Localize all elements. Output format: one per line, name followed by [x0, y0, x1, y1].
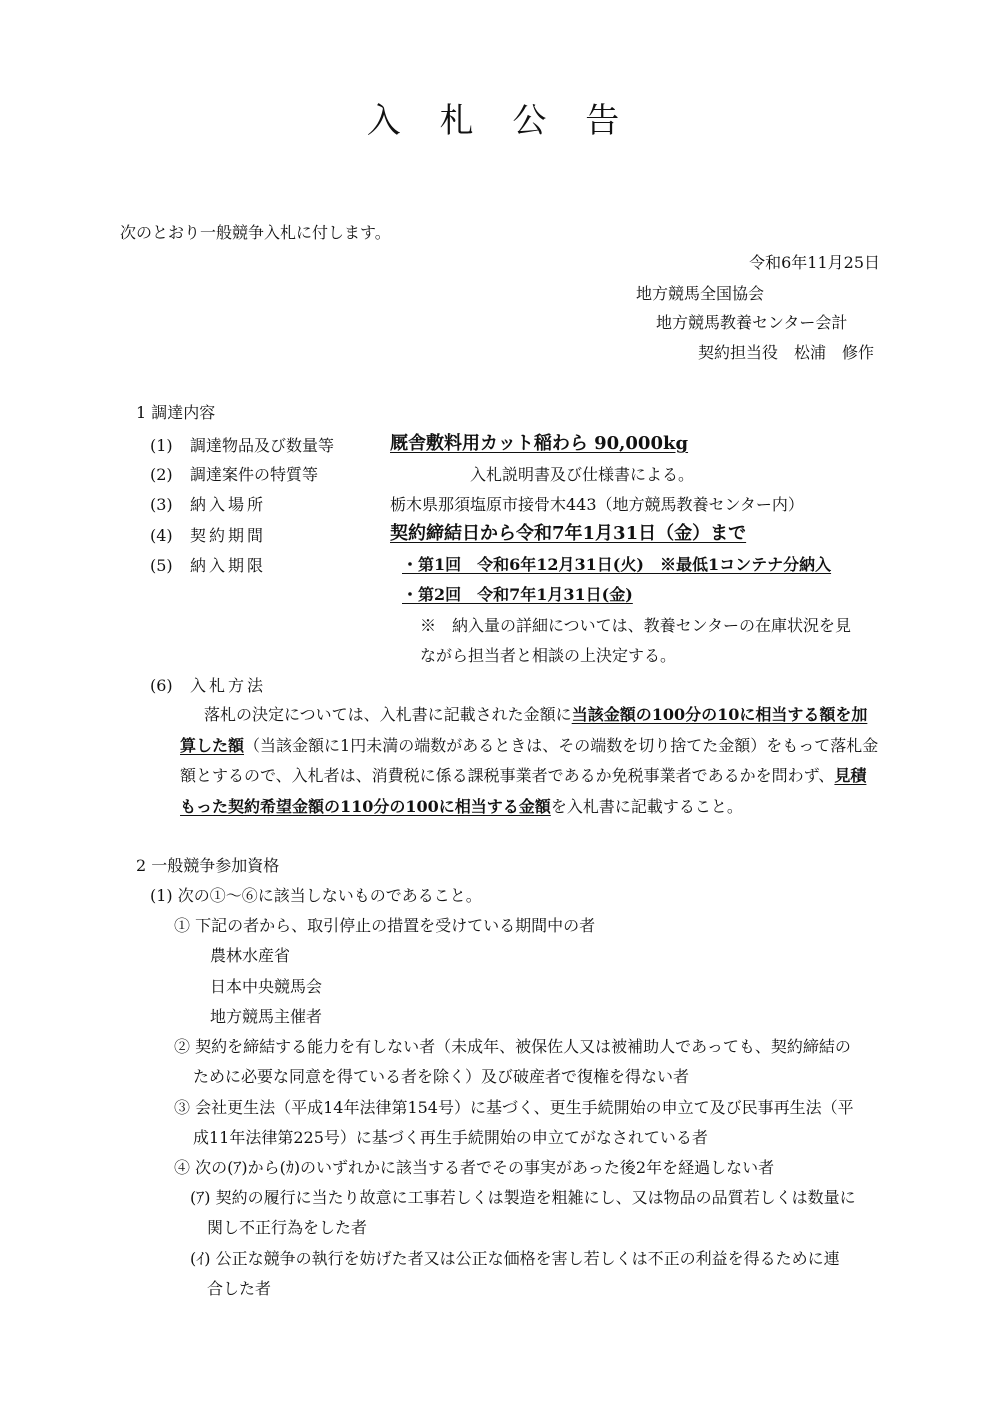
- item-label: 納入場所: [190, 495, 267, 514]
- qualification-sub1: (1) 次の①～⑥に該当しないものであること。: [150, 886, 482, 905]
- bidding-text: を入札書に記載すること。: [550, 796, 743, 816]
- item-number: (4): [150, 526, 173, 545]
- bidding-text-emphasis: 当該金額の100分の10に相当する額を加算した額: [180, 705, 868, 755]
- section1-heading: 1 調達内容: [136, 403, 216, 422]
- issuer-officer: 契約担当役 松浦 修作: [698, 343, 875, 362]
- item-number: (2): [150, 465, 173, 484]
- delivery-note: ながら担当者と相談の上決定する。: [420, 646, 677, 665]
- delivery-second: ・第2回 令和7年1月31日(金): [402, 585, 633, 604]
- bidding-text-emphasis: 見積もった契約希望金額の110分の100に相当する金額: [180, 766, 867, 816]
- item-value-contract-period: 契約締結日から令和7年1月31日（金）まで: [390, 523, 747, 544]
- item-value-delivery-place: 栃木県那須塩原市接骨木443（地方競馬教養センター内）: [390, 495, 804, 514]
- qualification-item-cont: 成11年法律第225号）に基づく再生手続開始の申立てがなされている者: [193, 1128, 708, 1147]
- qualification-item: ④ 次の(ｱ)から(ｶ)のいずれかに該当する者でその事実があった後2年を経過しない者: [174, 1158, 775, 1177]
- item-label: 調達物品及び数量等: [190, 436, 335, 455]
- item-label: 入札方法: [190, 676, 267, 695]
- intro-text: 次のとおり一般競争入札に付します。: [120, 223, 391, 242]
- qualification-subitem: (ｱ) 契約の履行に当たり故意に工事若しくは製造を粗雑にし、又は物品の品質若しくは数量に: [190, 1188, 856, 1207]
- delivery-note: ※ 納入量の詳細については、教養センターの在庫状況を見: [420, 616, 852, 635]
- item-number: (6): [150, 676, 173, 695]
- bidding-text: （当該金額に1円未満の端数があるときは、その端数を切り捨てた金額）をもって落札金額とするので、入札者は、消費税に係る課税事業者であるか免税事業者であるかを問わず、: [180, 735, 879, 785]
- qualification-subitem-cont: 関し不正行為をした者: [207, 1218, 368, 1237]
- qualification-subitem-cont: 合した者: [207, 1279, 272, 1298]
- excluded-party: 農林水産省: [210, 946, 291, 965]
- item-label: 納入期限: [190, 556, 267, 575]
- issuer-org: 地方競馬全国協会: [636, 284, 765, 303]
- bidding-method-paragraph: [180, 700, 880, 822]
- qualification-subitem: (ｲ) 公正な競争の執行を妨げた者又は公正な価格を害し若しくは不正の利益を得るために連: [190, 1249, 840, 1268]
- item-label: 契約期間: [190, 526, 267, 545]
- item-value-characteristics: 入札説明書及び仕様書による。: [470, 465, 695, 484]
- excluded-party: 地方競馬主催者: [210, 1007, 323, 1026]
- item-label: 調達案件の特質等: [190, 465, 319, 484]
- delivery-first: ・第1回 令和6年12月31日(火) ※最低1コンテナ分納入: [402, 555, 832, 574]
- item-number: (5): [150, 556, 173, 575]
- issue-date: 令和6年11月25日: [749, 253, 880, 272]
- excluded-party: 日本中央競馬会: [210, 977, 323, 996]
- qualification-item: ③ 会社更生法（平成14年法律第154号）に基づく、更生手続開始の申立て及び民事再生法（平: [174, 1098, 854, 1117]
- bidding-text: 落札の決定については、入札書に記載された金額に: [204, 705, 572, 724]
- qualification-item-cont: ために必要な同意を得ている者を除く）及び破産者で復権を得ない者: [193, 1067, 690, 1086]
- page-title: 入 札 公 告: [366, 101, 634, 141]
- item-value-procurement: 厩舎敷料用カット稲わら 90,000kg: [390, 433, 689, 454]
- item-number: (1): [150, 436, 173, 455]
- qualification-item: ② 契約を締結する能力を有しない者（未成年、被保佐人又は被補助人であっても、契約締結の: [174, 1037, 851, 1056]
- item-number: (3): [150, 495, 173, 514]
- section2-heading: 2 一般競争参加資格: [136, 856, 280, 875]
- qualification-item: ① 下記の者から、取引停止の措置を受けている期間中の者: [174, 916, 596, 935]
- issuer-dept: 地方競馬教養センター会計: [656, 313, 848, 332]
